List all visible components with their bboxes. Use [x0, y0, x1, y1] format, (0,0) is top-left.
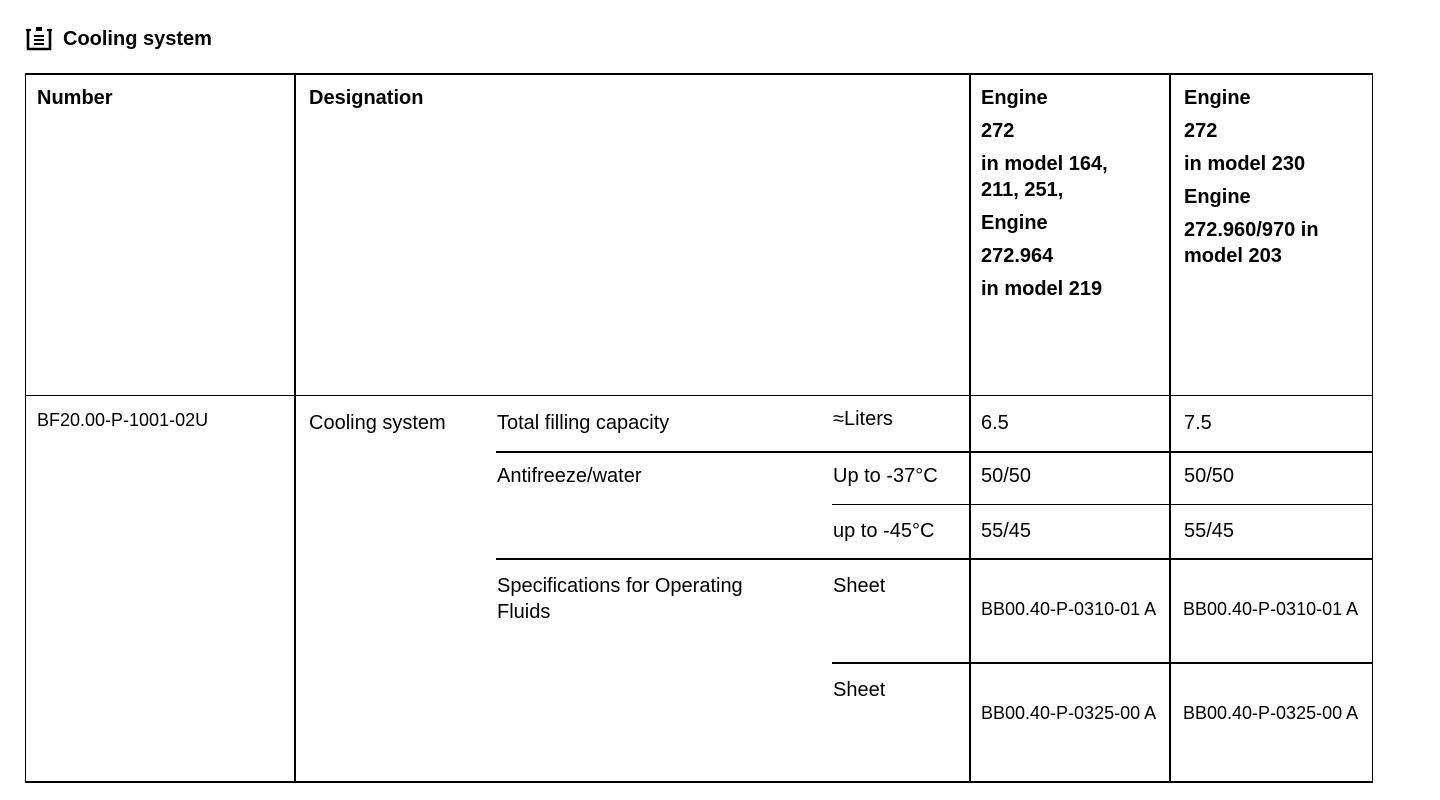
item-value-col1: BB00.40-P-0310-01 A [981, 599, 1157, 619]
item-value-col1: 6.5 [981, 412, 1009, 434]
header-engine-col2: Engine 272 in model 230 Engine 272.960/970 in model 203 [1184, 87, 1319, 267]
item-label: Antifreeze/water [497, 465, 642, 487]
header-number: Number [37, 87, 113, 109]
item-unit: up to -45°C [833, 520, 935, 542]
item-unit: Sheet [833, 679, 886, 701]
row-designation: Cooling system [309, 412, 446, 434]
item-label: Specifications for Operating Fluids [497, 575, 743, 623]
item-value-col2: 55/45 [1184, 520, 1235, 542]
item-value-col2: 7.5 [1184, 412, 1212, 434]
item-unit: Up to -37°C [833, 465, 938, 487]
item-value-col1: 55/45 [981, 520, 1032, 542]
item-unit: Sheet [833, 575, 886, 597]
item-label: Total filling capacity [497, 412, 670, 434]
item-value-col1: 50/50 [981, 465, 1032, 487]
item-value-col2: BB00.40-P-0310-01 A [1183, 599, 1359, 619]
row-number: BF20.00-P-1001-02U [37, 410, 209, 430]
item-value-col2: 50/50 [1184, 465, 1235, 487]
header-engine-col1: Engine 272 in model 164, 211, 251, Engine 272.964 in model 219 [981, 87, 1108, 300]
item-value-col1: BB00.40-P-0325-00 A [981, 703, 1157, 723]
item-value-col2: BB00.40-P-0325-00 A [1183, 703, 1359, 723]
section-title-text: Cooling system [63, 27, 212, 50]
item-unit: ≈Liters [833, 408, 893, 430]
header-designation: Designation [309, 87, 424, 109]
